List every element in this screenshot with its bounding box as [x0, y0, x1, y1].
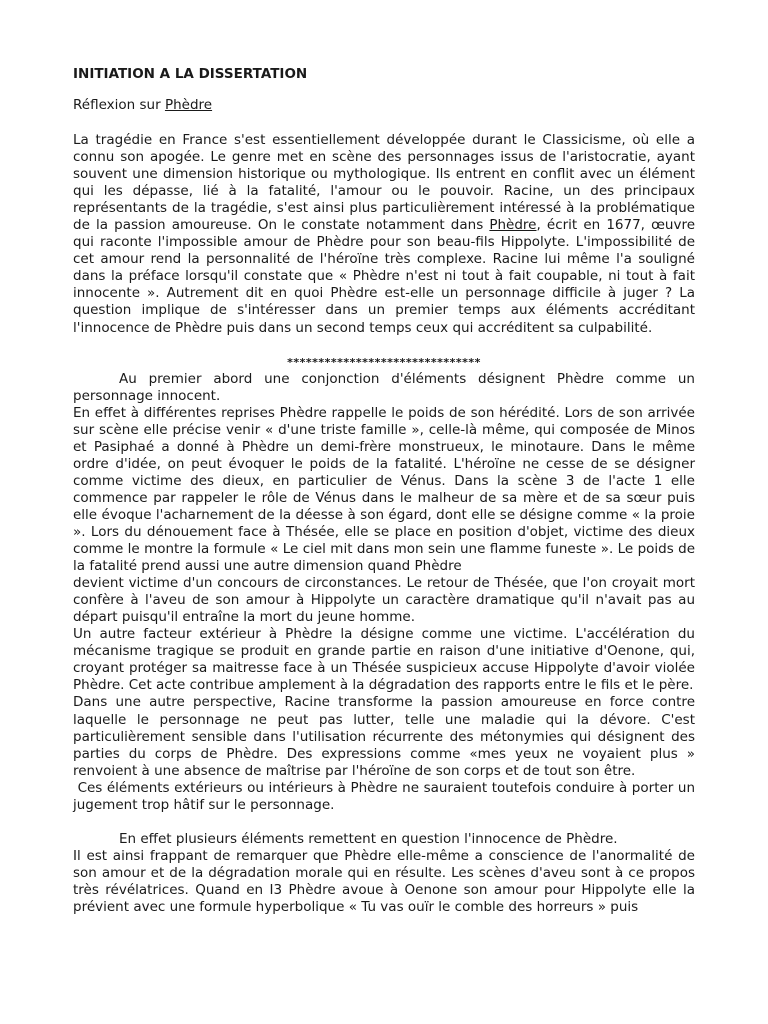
spacer [73, 337, 695, 354]
subtitle-work: Phèdre [164, 97, 213, 113]
document-subtitle [73, 97, 695, 114]
part2-paragraph-1: Il est ainsi frappant de remarquer que Phèdre elle-même a conscience de l'anormalité de son amour et de la dégradation morale qui en résulte. Les scènes d'aveu sont à ce propos très révélatrices. Quand en I3 Phèdre avoue à Oenone son amour pour Hippolyte elle la prévient avec une formule hyperbolique « Tu vas ouïr le comble des horreurs » puis [73, 847, 695, 915]
part1-paragraph-2: Un autre facteur extérieur à Phèdre la désigne comme une victime. L'accélération du mécanisme tragique se produit en grande partie en raison d'une initiative d'Oenone, qui, croyant protéger sa maitresse face à un Thésée suspicieux accuse Hippolyte d'avoir violée Phèdre. Cet acte contribue amplement à la dégradation des rapports entre le fils et le père. [73, 626, 695, 694]
part1-intro: Au premier abord une conjonction d'éléments désignent Phèdre comme un personnage innocent. [73, 370, 695, 404]
document-page [73, 66, 700, 916]
intro-text-2: , écrit en 1677, œuvre qui raconte l'impossible amour de Phèdre pour son beau-fils Hippolyte. L'impossibilité de cet amour rend la personnalité de l'héroïne très complexe. Racine lui même l'a souligné dans la préface lorsqu'il constate que « Phèdre n'est ni tout à fait coupable, ni tout à fait innocente ». Autrement dit en quoi Phèdre est-elle un personnage difficile à juger ? La question implique de s'intéresser dans un premier temps aux éléments accréditant l'innocence de Phèdre puis dans un second temps ceux qui accréditent sa culpabilité. [73, 217, 696, 336]
section-separator: ******************************* [287, 355, 481, 369]
part2-intro: En effet plusieurs éléments remettent en question l'innocence de Phèdre. [119, 830, 618, 847]
part1-paragraph-3: Dans une autre perspective, Racine transforme la passion amoureuse en force contre laquelle le personnage ne peut pas lutter, telle une maladie qui la dévore. C'est particulièrement sensible dans l'utilisation récurrente des métonymies qui désignent des parties du corps de Phèdre. Des expressions comme «mes yeux ne voyaient plus » renvoient à une absence de maîtrise par l'héroïne de son corps et de tout son être. [73, 694, 695, 779]
part1-paragraph-1: En effet à différentes reprises Phèdre rappelle le poids de son hérédité. Lors de son arrivée sur scène elle précise venir « d'une triste famille », celle-là même, qui composée de Minos et Pasiphaé a donné à Phèdre un demi-frère monstrueux, le minotaure. Dans le même ordre d'idée, on peut évoquer le poids de la fatalité. L'héroïne ne cesse de se désigner comme victime des dieux, en particulier de Vénus. Dans la scène 3 de l'acte 1 elle commence par rappeler le rôle de Vénus dans le malheur de sa mère et de sa sœur puis elle évoque l'acharnement de la déesse à son égard, dont elle se désigne comme « la proie ». Lors du dénouement face à Thésée, elle se place en position d'objet, victime des dieux comme le montre la formule « Le ciel mit dans mon sein une flamme funeste ». Le poids de la fatalité prend aussi une autre dimension quand Phèdre [73, 404, 695, 575]
part1-paragraph-1b: devient victime d'un concours de circonstances. Le retour de Thésée, que l'on croyait mort confère à l'aveu de son amour à Hippolyte un caractère dramatique qu'il n'avait pas au départ puisqu'il entraîne la mort du jeune homme. [73, 575, 695, 626]
document-title: INITIATION A LA DISSERTATION [73, 66, 308, 82]
intro-text-1: La tragédie en France s'est essentiellement développée durant le Classicisme, où elle a connu son apogée. Le genre met en scène des personnages issus de l'aristocratie, ayant souvent une dimension historique ou mythologique. Ils entrent en conflit avec un élément qui les dépasse, lié à la fatalité, l'amour ou le pouvoir. Racine, un des principaux représentants de la tragédie, s'est ainsi plus particulièrement intéressé à la problématique de la passion amoureuse. On le constate notamment dans [73, 132, 695, 234]
subtitle-prefix: Réflexion sur [73, 97, 165, 113]
introduction-paragraph [73, 132, 695, 337]
spacer [73, 814, 695, 831]
part1-paragraph-4: Ces éléments extérieurs ou intérieurs à Phèdre ne sauraient toutefois conduire à porter un jugement trop hâtif sur le personnage. [73, 779, 700, 813]
intro-work-title: Phèdre [489, 217, 537, 234]
